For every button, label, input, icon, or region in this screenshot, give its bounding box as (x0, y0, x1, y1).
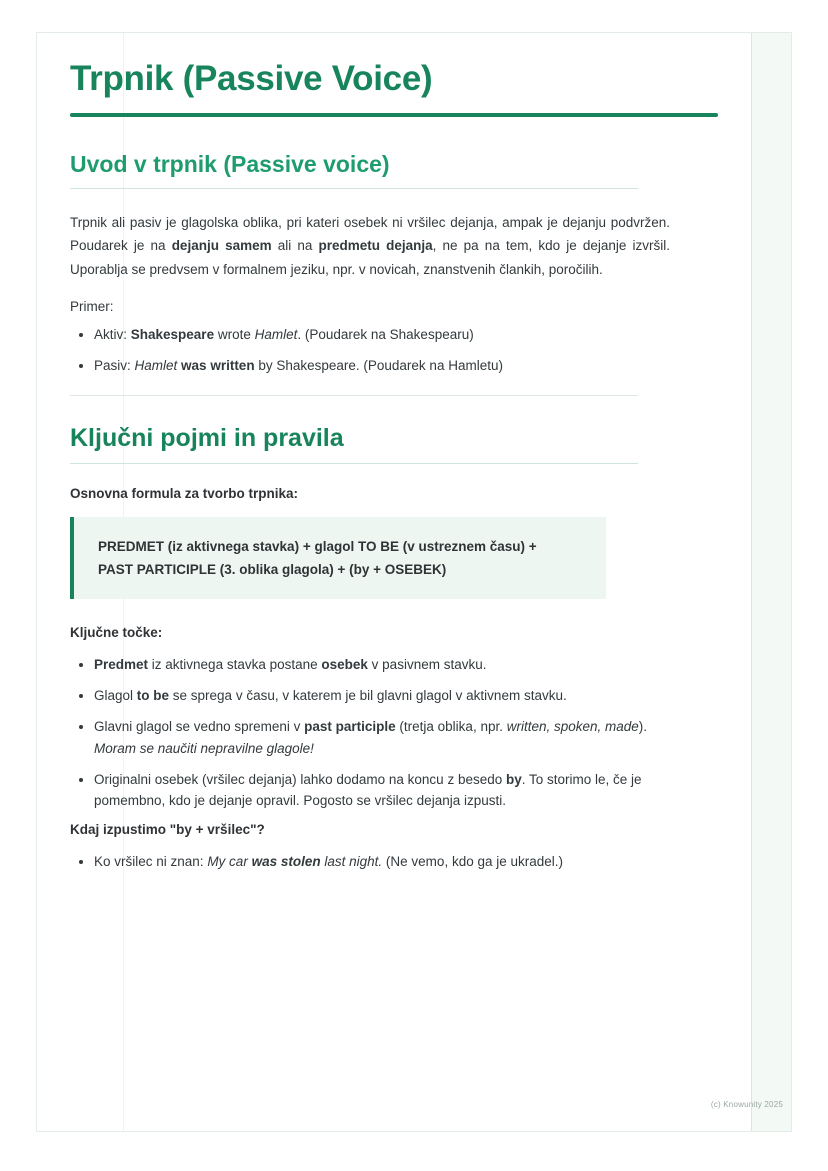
list-item: • Glagol to be se sprega v času, v katerem je bil glavni glagol v aktivnem stavku. (94, 685, 670, 707)
example-list (70, 324, 670, 377)
document-content (70, 59, 670, 883)
formula-line: PREDMET (iz aktivnega stavka) + glagol TO BE (v ustreznem času) + (98, 538, 537, 554)
formula-line: PAST PARTICIPLE (3. oblika glagola) + (by + OSEBEK) (98, 561, 447, 577)
section-heading-intro: Uvod v trpnik (Passive voice) (70, 151, 390, 178)
right-margin-band (752, 33, 792, 1131)
watermark: (c) Knowunity 2025 (710, 1100, 783, 1109)
list-item: • Ko vršilec ni znan: My car was stolen last night. (Ne vemo, kdo ga je ukradel.) (94, 851, 670, 873)
list-item: • Aktiv: Shakespeare wrote Hamlet. (Poudarek na Shakespearu) (94, 324, 670, 346)
page-title: Trpnik (Passive Voice) (70, 59, 433, 98)
section-underline-intro (70, 188, 638, 189)
formula-label: Osnovna formula za tvorbo trpnika: (70, 485, 299, 501)
document-page (36, 32, 792, 1132)
example-label: Primer: (70, 298, 114, 314)
list-item: • Predmet iz aktivnega stavka postane osebek v pasivnem stavku. (94, 654, 670, 676)
section-divider (70, 395, 638, 396)
omit-label: Kdaj izpustimo "by + vršilec"? (70, 822, 265, 838)
list-item: • Glavni glagol se vedno spremeni v past participle (tretja oblika, npr. written, spoken, made). Moram se naučiti nepravilne glagole! (94, 716, 670, 760)
title-underline (70, 113, 718, 117)
right-margin-guide (751, 33, 752, 1131)
key-points-label: Ključne točke: (70, 625, 163, 641)
list-item: • Originalni osebek (vršilec dejanja) lahko dodamo na koncu z besedo by. To storimo le, če je pomembno, kdo je dejanje opravil. Pogosto se vršilec dejanja izpusti. (94, 769, 670, 813)
section-heading-rules: Ključni pojmi in pravila (70, 423, 344, 452)
section-underline-rules (70, 463, 638, 464)
omit-list (70, 851, 670, 873)
formula-callout (70, 517, 606, 599)
intro-paragraph: Trpnik ali pasiv je glagolska oblika, pri kateri osebek ni vršilec dejanja, ampak je dejanju podvržen. Poudarek je na dejanju samem ali na predmetu dejanja, ne pa na tem, kdo je dejanje izvršil. Uporablja se predvsem v formalnem jeziku, npr. v novicah, znanstvenih člankih, poročilih. (70, 215, 670, 277)
list-item: • Pasiv: Hamlet was written by Shakespeare. (Poudarek na Hamletu) (94, 355, 670, 377)
key-points-list (70, 654, 670, 812)
